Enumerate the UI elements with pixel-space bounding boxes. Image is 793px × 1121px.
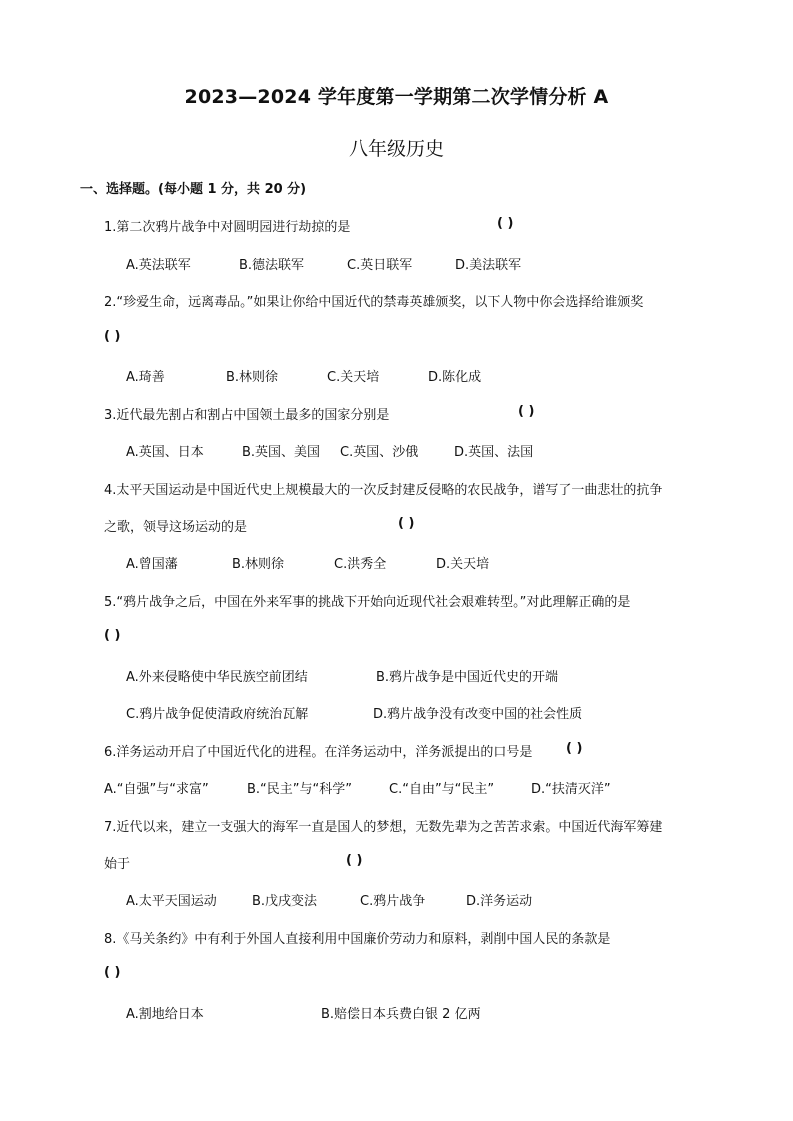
- question-5-answer-paren: ( ): [104, 628, 121, 643]
- question-8-option-b: B.赔偿日本兵费白银 2 亿两: [321, 1007, 481, 1022]
- question-7-option-b: B.戊戌变法: [252, 894, 318, 909]
- question-2-option-a: A.琦善: [126, 370, 165, 385]
- question-3-option-c: C.英国、沙俄: [340, 445, 419, 460]
- question-3-option-a: A.英国、日本: [126, 445, 204, 460]
- question-4-option-a: A.曾国藩: [126, 557, 178, 572]
- question-6-stem: 6.洋务运动开启了中国近代化的进程。在洋务运动中，洋务派提出的口号是: [104, 745, 533, 760]
- question-4-option-d: D.关天培: [436, 557, 490, 572]
- question-2-option-d: D.陈化成: [428, 370, 482, 385]
- question-4-answer-paren: ( ): [398, 516, 415, 531]
- question-6-option-a: A.“自强”与“求富”: [104, 782, 209, 797]
- question-2-option-c: C.关天培: [327, 370, 380, 385]
- question-3-option-b: B.英国、美国: [242, 445, 321, 460]
- question-5-option-d: D.鸦片战争没有改变中国的社会性质: [373, 707, 583, 722]
- question-5-stem: 5.“鸦片战争之后，中国在外来军事的挑战下开始向近现代社会艰难转型。”对此理解正确的是: [104, 595, 631, 610]
- question-6-option-d: D.“扶清灭洋”: [531, 782, 611, 797]
- question-6-option-c: C.“自由”与“民主”: [389, 782, 495, 797]
- question-1-option-c: C.英日联军: [347, 258, 413, 273]
- question-3-answer-paren: ( ): [518, 404, 535, 419]
- question-2-stem: 2.“珍爱生命，远离毒品。”如果让你给中国近代的禁毒英雄颁奖，以下人物中你会选择给谁颁奖: [104, 295, 644, 310]
- question-4-option-c: C.洪秀全: [334, 557, 387, 572]
- page-title: 2023—2024 学年度第一学期第二次学情分析 A: [184, 86, 609, 108]
- question-1-option-d: D.美法联军: [455, 258, 522, 273]
- question-1-text: [104, 216, 350, 235]
- question-4-stem-line-2: 之歌，领导这场运动的是: [104, 520, 248, 535]
- question-8-option-a: A.割地给日本: [126, 1007, 204, 1022]
- question-7-answer-paren: ( ): [346, 853, 363, 868]
- question-6-answer-paren: ( ): [566, 741, 583, 756]
- question-1-stem: 1.第二次鸦片战争中对圆明园进行劫掠的是: [104, 220, 351, 235]
- question-5-option-b: B.鸦片战争是中国近代史的开端: [376, 670, 559, 685]
- question-2-option-b: B.林则徐: [226, 370, 279, 385]
- question-7-option-d: D.洋务运动: [466, 894, 533, 909]
- question-1-option-b: B.德法联军: [239, 258, 305, 273]
- question-7-option-a: A.太平天国运动: [126, 894, 217, 909]
- question-1-option-a: A.英法联军: [126, 258, 191, 273]
- question-7-stem-line-1: 7.近代以来，建立一支强大的海军一直是国人的梦想，无数先辈为之苦苦求索。中国近代海军筹建: [104, 820, 663, 835]
- question-7-stem-line-2: 始于: [104, 857, 131, 872]
- question-4-stem-line-1: 4.太平天国运动是中国近代史上规模最大的一次反封建反侵略的农民战争，谱写了一曲悲壮的抗争: [104, 483, 663, 498]
- question-1-answer-paren: ( ): [497, 216, 514, 231]
- question-5-option-a: A.外来侵略使中华民族空前团结: [126, 670, 308, 685]
- question-5-option-c: C.鸦片战争促使清政府统治瓦解: [126, 707, 309, 722]
- page-subtitle: 八年级历史: [348, 138, 444, 160]
- question-3-stem: 3.近代最先割占和割占中国领土最多的国家分别是: [104, 408, 390, 423]
- question-8-stem: 8.《马关条约》中有利于外国人直接利用中国廉价劳动力和原料，剥削中国人民的条款是: [104, 932, 611, 947]
- question-2-answer-paren: ( ): [104, 329, 121, 344]
- question-3-option-d: D.英国、法国: [454, 445, 534, 460]
- question-8-answer-paren: ( ): [104, 965, 121, 980]
- question-6-option-b: B.“民主”与“科学”: [247, 782, 352, 797]
- question-7-option-c: C.鸦片战争: [360, 894, 426, 909]
- section-heading: 一、选择题。(每小题 1 分，共 20 分): [80, 182, 307, 197]
- question-4-option-b: B.林则徐: [232, 557, 285, 572]
